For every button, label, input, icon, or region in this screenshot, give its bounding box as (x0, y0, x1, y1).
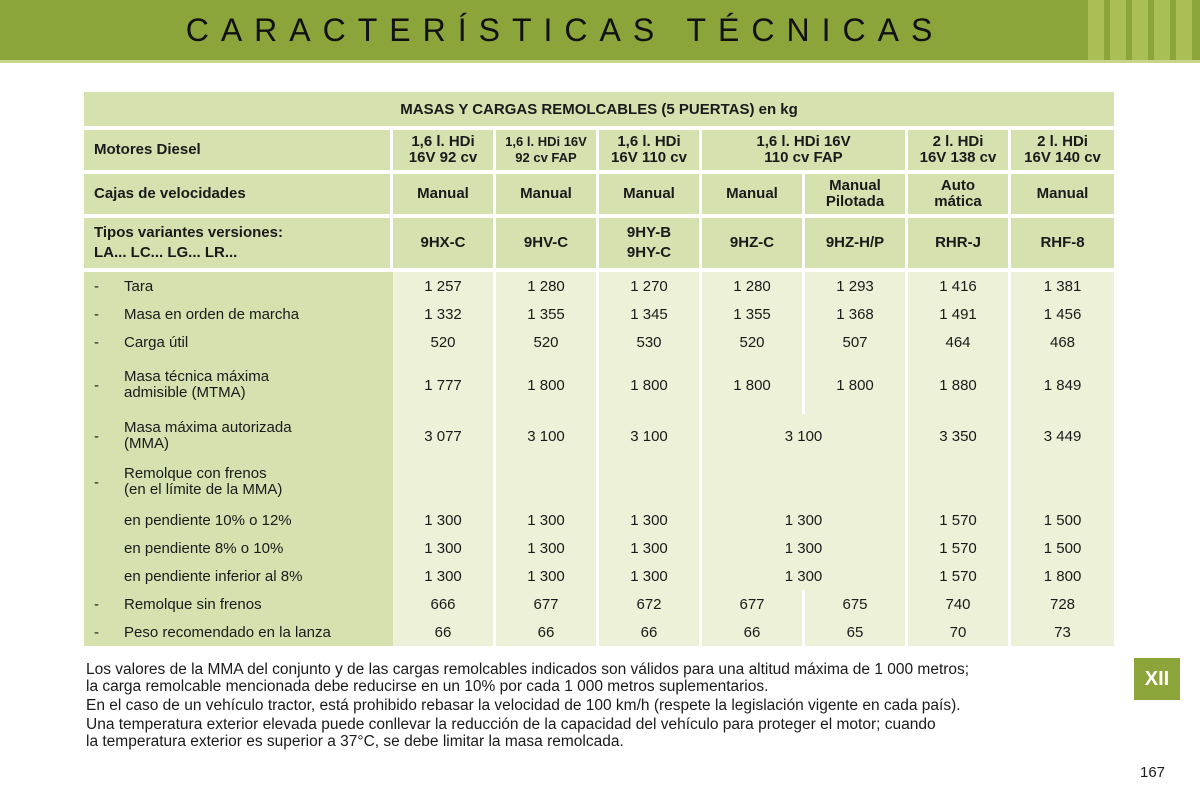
value-cell: 1 416 (908, 272, 1011, 300)
value-cell: 1 293 (805, 272, 908, 300)
table-row (84, 590, 1114, 618)
value-cell: 464 (908, 328, 1011, 356)
value-cell: 1 777 (393, 356, 496, 414)
value-cell: 1 570 (908, 534, 1011, 562)
engines-row (84, 130, 1114, 174)
value-cell: 70 (908, 618, 1011, 646)
stripe (1110, 0, 1126, 60)
row-label: en pendiente 8% o 10% (84, 534, 393, 562)
table-row (84, 458, 1114, 506)
gearbox-cell: Manual (496, 174, 599, 218)
engine-header: 1,6 l. HDi 16V 92 cv FAP (496, 130, 599, 174)
tow-loads-table (84, 92, 1114, 646)
gearbox-cell: Manual (599, 174, 702, 218)
table-row (84, 506, 1114, 534)
value-cell: 1 300 (599, 534, 702, 562)
row-label: - Carga útil (84, 328, 393, 356)
stripe (1154, 0, 1170, 60)
value-cell: 1 381 (1011, 272, 1114, 300)
value-cell: 1 270 (599, 272, 702, 300)
value-cell: 1 300 (702, 506, 908, 534)
variants-row (84, 218, 1114, 272)
value-cell: 1 570 (908, 506, 1011, 534)
row-label: - Peso recomendado en la lanza (84, 618, 393, 646)
value-cell: 672 (599, 590, 702, 618)
value-cell: 3 077 (393, 414, 496, 458)
value-cell: 666 (393, 590, 496, 618)
value-cell: 1 355 (496, 300, 599, 328)
value-cell: 65 (805, 618, 908, 646)
value-cell: 507 (805, 328, 908, 356)
value-cell: 3 100 (702, 414, 908, 458)
footnote: Una temperatura exterior elevada puede conllevar la reducción de la capacidad del vehículo para proteger el motor; cuando la temperatura exterior es superior a 37°C, se debe limitar la masa remolcada. (86, 716, 936, 750)
value-cell: 1 800 (805, 356, 908, 414)
table-row (84, 618, 1114, 646)
value-cell (908, 458, 1011, 506)
engine-header: 1,6 l. HDi 16V 92 cv (393, 130, 496, 174)
row-label: en pendiente 10% o 12% (84, 506, 393, 534)
row-label: - Remolque sin frenos (84, 590, 393, 618)
value-cell: 3 100 (599, 414, 702, 458)
table-row (84, 534, 1114, 562)
header-band (0, 0, 1200, 60)
variant-cell: 9HZ-H/P (805, 218, 908, 272)
table-title: MASAS Y CARGAS REMOLCABLES (5 PUERTAS) en kg (84, 92, 1114, 130)
gearbox-row (84, 174, 1114, 218)
value-cell: 3 449 (1011, 414, 1114, 458)
value-cell: 677 (496, 590, 599, 618)
row-label: - Tara (84, 272, 393, 300)
value-cell: 468 (1011, 328, 1114, 356)
table-row (84, 414, 1114, 458)
value-cell: 1 849 (1011, 356, 1114, 414)
value-cell: 530 (599, 328, 702, 356)
value-cell (599, 458, 702, 506)
variants-label: Tipos variantes versiones: LA... LC... LG... LR... (84, 218, 393, 272)
stripe (1176, 0, 1192, 60)
value-cell: 677 (702, 590, 805, 618)
value-cell: 520 (702, 328, 805, 356)
gearbox-cell: Auto mática (908, 174, 1011, 218)
value-cell: 1 456 (1011, 300, 1114, 328)
value-cell: 1 368 (805, 300, 908, 328)
value-cell (1011, 458, 1114, 506)
footnote: En el caso de un vehículo tractor, está prohibido rebasar la velocidad de 100 km/h (respete la legislación vigente en cada país). (86, 697, 961, 714)
engine-header: 1,6 l. HDi 16V 110 cv (599, 130, 702, 174)
value-cell: 1 280 (496, 272, 599, 300)
table-row (84, 562, 1114, 590)
stripe (1132, 0, 1148, 60)
gearbox-cell: Manual (1011, 174, 1114, 218)
tow-loads-table-wrapper (84, 92, 1114, 646)
row-label: - Masa en orden de marcha (84, 300, 393, 328)
section-tab: XII (1134, 658, 1180, 700)
header-underline (0, 60, 1200, 63)
value-cell: 1 570 (908, 562, 1011, 590)
value-cell (496, 458, 599, 506)
value-cell: 3 350 (908, 414, 1011, 458)
table-row (84, 300, 1114, 328)
value-cell: 1 800 (1011, 562, 1114, 590)
value-cell: 1 800 (599, 356, 702, 414)
page-title: CARACTERÍSTICAS TÉCNICAS (185, 12, 945, 48)
value-cell: 1 355 (702, 300, 805, 328)
table-title-row (84, 92, 1114, 130)
footnote: Los valores de la MMA del conjunto y de las cargas remolcables indicados son válidos para una altitud máxima de 1 000 metros; la carga remolcable mencionada debe reducirse en un 10% por cada 1 000 metros suplementarios. (86, 661, 970, 695)
value-cell: 1 800 (496, 356, 599, 414)
value-cell: 520 (496, 328, 599, 356)
value-cell: 1 500 (1011, 534, 1114, 562)
value-cell: 1 800 (702, 356, 805, 414)
value-cell: 1 300 (702, 562, 908, 590)
gearbox-cell: Manual (702, 174, 805, 218)
gearbox-cell: Manual (393, 174, 496, 218)
value-cell: 1 280 (702, 272, 805, 300)
value-cell: 73 (1011, 618, 1114, 646)
footnotes (86, 661, 1126, 752)
page-number: 167 (1140, 764, 1166, 781)
row-label: - Masa técnica máxima admisible (MTMA) (84, 356, 393, 414)
gearbox-cell: Manual Pilotada (805, 174, 908, 218)
value-cell: 1 300 (496, 506, 599, 534)
variant-cell: 9HV-C (496, 218, 599, 272)
value-cell (702, 458, 908, 506)
value-cell: 1 300 (393, 534, 496, 562)
engine-header: 1,6 l. HDi 16V 110 cv FAP (702, 130, 908, 174)
row-label: - Remolque con frenos (en el límite de la MMA) (84, 458, 393, 506)
value-cell: 1 500 (1011, 506, 1114, 534)
value-cell: 520 (393, 328, 496, 356)
value-cell: 1 300 (496, 534, 599, 562)
value-cell: 66 (393, 618, 496, 646)
table-row (84, 272, 1114, 300)
value-cell: 1 300 (599, 506, 702, 534)
value-cell: 66 (496, 618, 599, 646)
value-cell (393, 458, 496, 506)
value-cell: 1 880 (908, 356, 1011, 414)
value-cell: 1 332 (393, 300, 496, 328)
value-cell: 1 300 (702, 534, 908, 562)
value-cell: 675 (805, 590, 908, 618)
engine-header: 2 l. HDi 16V 138 cv (908, 130, 1011, 174)
value-cell: 1 491 (908, 300, 1011, 328)
row-label: - Masa máxima autorizada (MMA) (84, 414, 393, 458)
value-cell: 66 (702, 618, 805, 646)
value-cell: 728 (1011, 590, 1114, 618)
engines-label: Motores Diesel (84, 130, 393, 174)
value-cell: 740 (908, 590, 1011, 618)
variant-cell: 9HY-B 9HY-C (599, 218, 702, 272)
gearbox-label: Cajas de velocidades (84, 174, 393, 218)
value-cell: 1 257 (393, 272, 496, 300)
value-cell: 66 (599, 618, 702, 646)
value-cell: 1 300 (393, 506, 496, 534)
variant-cell: RHF-8 (1011, 218, 1114, 272)
row-label: en pendiente inferior al 8% (84, 562, 393, 590)
stripe (1088, 0, 1104, 60)
header-stripes (1082, 0, 1200, 60)
value-cell: 1 300 (393, 562, 496, 590)
value-cell: 1 300 (599, 562, 702, 590)
value-cell: 1 300 (496, 562, 599, 590)
table-row (84, 328, 1114, 356)
table-row (84, 356, 1114, 414)
engine-header: 2 l. HDi 16V 140 cv (1011, 130, 1114, 174)
variant-cell: RHR-J (908, 218, 1011, 272)
value-cell: 1 345 (599, 300, 702, 328)
variant-cell: 9HZ-C (702, 218, 805, 272)
value-cell: 3 100 (496, 414, 599, 458)
variant-cell: 9HX-C (393, 218, 496, 272)
